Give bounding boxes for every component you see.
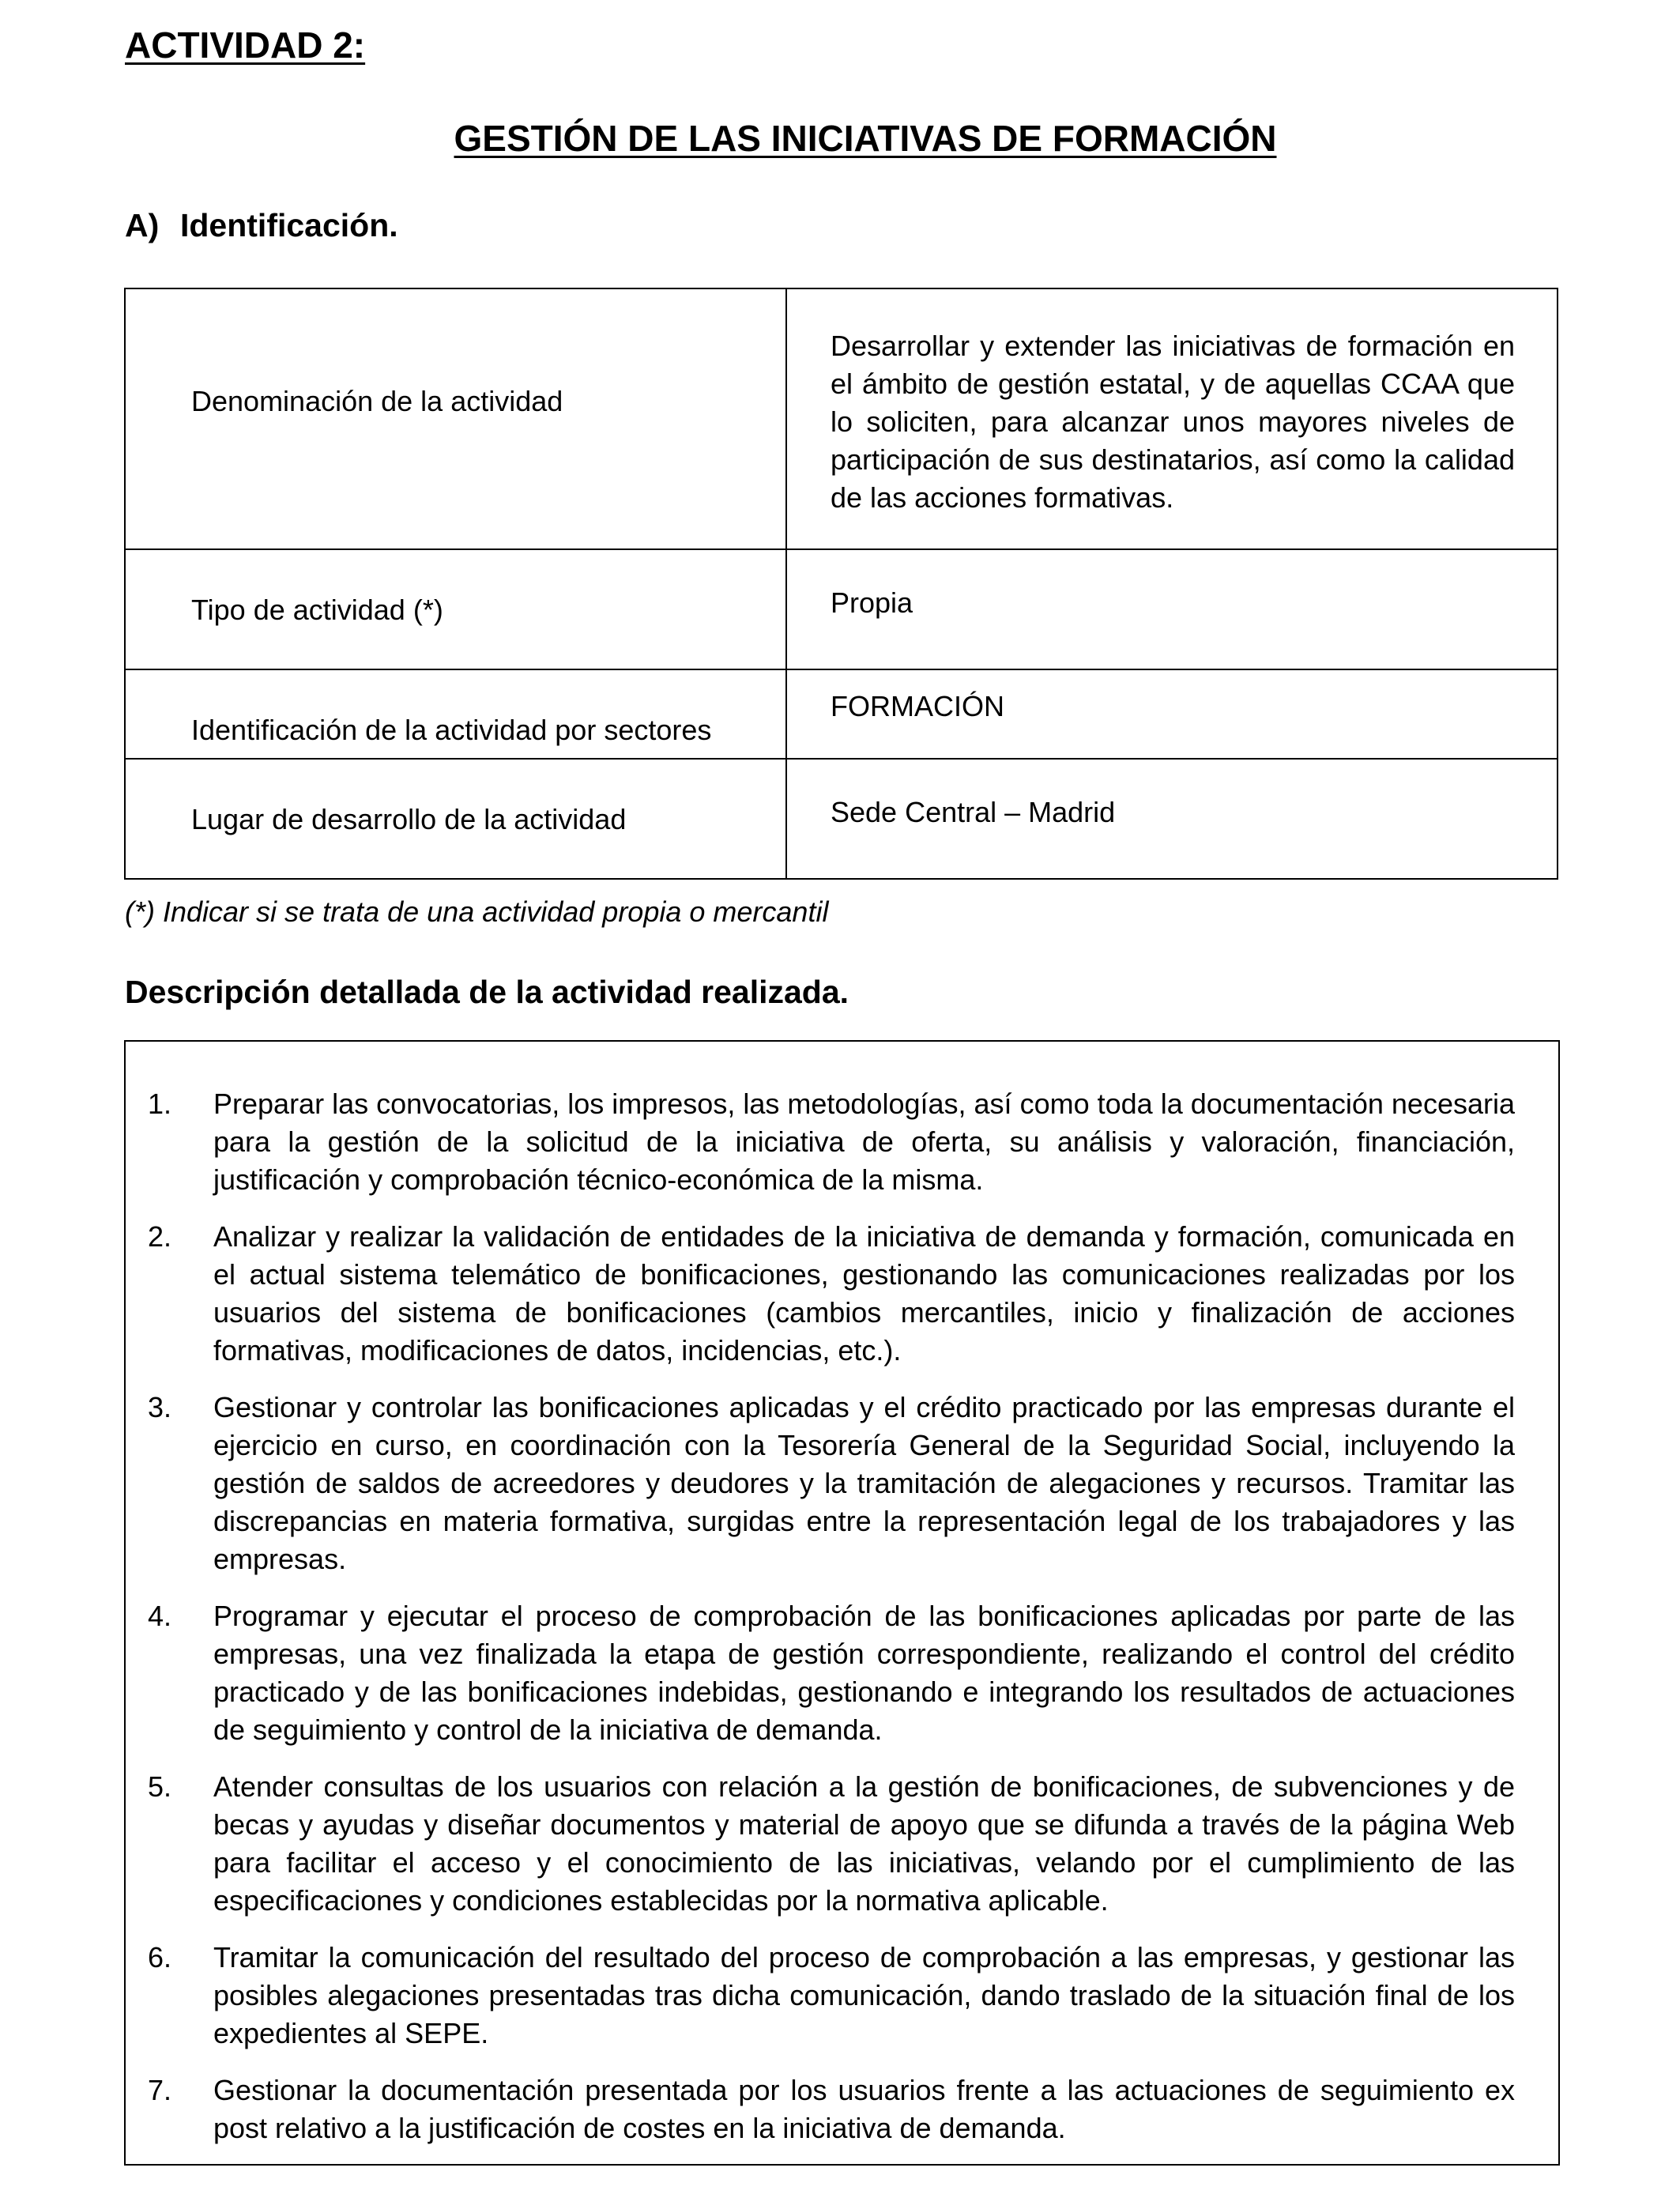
- row-value: Desarrollar y extender las iniciativas de formación en el ámbito de gestión estatal, y de aquellas CCAA que lo soliciten, para alcanzar unos mayores niveles de participación de sus destinatarios, así como la calidad de las acciones formativas.: [786, 288, 1558, 549]
- item-text: Gestionar y controlar las bonificaciones aplicadas y el crédito practicado por las empresas durante el ejercicio en curso, en coordinación con la Tesorería General de la Seguridad Social, incluyendo la gestión de saldos de acreedores y deudores y la tramitación de alegaciones y recursos. Tramitar las discrepancias en materia formativa, surgidas entre la representación legal de los trabajadores y las empresas.: [213, 1391, 1515, 1575]
- item-number: 7.: [148, 2074, 172, 2106]
- item-text: Tramitar la comunicación del resultado del proceso de comprobación a las empresas, y gestionar las posibles alegaciones presentadas tras dicha comunicación, dando traslado de la situación final de los expedientes al SEPE.: [213, 1941, 1515, 2049]
- list-item: [126, 1597, 1515, 1749]
- item-number: 5.: [148, 1770, 172, 1803]
- item-number: 1.: [148, 1088, 172, 1120]
- description-box: [124, 1040, 1560, 2166]
- description-heading: Descripción detallada de la actividad realizada.: [125, 974, 849, 1010]
- table-footnote: (*) Indicar si se trata de una actividad propia o mercantil: [125, 895, 829, 928]
- item-number: 4.: [148, 1600, 172, 1632]
- row-value: Propia: [786, 549, 1558, 669]
- section-title: Identificación.: [180, 207, 398, 243]
- row-label: Denominación de la actividad: [125, 288, 786, 549]
- item-number: 6.: [148, 1941, 172, 1973]
- list-item: [126, 1085, 1515, 1199]
- task-list: [126, 1085, 1558, 2166]
- activity-heading: ACTIVIDAD 2:: [125, 25, 366, 66]
- row-value: FORMACIÓN: [786, 669, 1558, 759]
- identification-heading: [125, 207, 398, 244]
- table-row: [125, 549, 1558, 669]
- table-row: [125, 669, 1558, 759]
- item-text: Atender consultas de los usuarios con relación a la gestión de bonificaciones, de subvenciones y de becas y ayudas y diseñar documentos y material de apoyo que se difunda a través de la página Web para facilitar el acceso y el conocimiento de las iniciativas, velando por el cumplimiento de las especificaciones y condiciones establecidas por la normativa aplicable.: [213, 1770, 1515, 1917]
- item-text: Gestionar la documentación presentada por los usuarios frente a las actuaciones de seguimiento ex post relativo a la justificación de costes en la iniciativa de demanda.: [213, 2074, 1515, 2144]
- list-item: [126, 1389, 1515, 1578]
- item-text: Preparar las convocatorias, los impresos, las metodologías, así como toda la documentación necesaria para la gestión de la solicitud de la iniciativa de oferta, su análisis y valoración, financiación, justificación y comprobación técnico-económica de la misma.: [213, 1088, 1515, 1196]
- list-item: [126, 1768, 1515, 1920]
- item-text: Programar y ejecutar el proceso de comprobación de las bonificaciones aplicadas por parte de las empresas, una vez finalizada la etapa de gestión correspondiente, realizando el control del crédito practicado y de las bonificaciones indebidas, gestionando e integrando los resultados de actuaciones de seguimiento y control de la iniciativa de demanda.: [213, 1600, 1515, 1746]
- list-item: [126, 1939, 1515, 2053]
- section-letter: A): [125, 207, 160, 243]
- item-number: 3.: [148, 1391, 172, 1423]
- item-text: Analizar y realizar la validación de entidades de la iniciativa de demanda y formación, comunicada en el actual sistema telemático de bonificaciones, gestionando las comunicaciones realizadas por los usuarios del sistema de bonificaciones (cambios mercantiles, inicio y finalización de acciones formativas, modificaciones de datos, incidencias, etc.).: [213, 1220, 1515, 1367]
- row-label: Tipo de actividad (*): [125, 549, 786, 669]
- item-number: 2.: [148, 1220, 172, 1253]
- list-item: [126, 2071, 1515, 2147]
- row-value: Sede Central – Madrid: [786, 759, 1558, 879]
- document-title: GESTIÓN DE LAS INICIATIVAS DE FORMACIÓN: [454, 118, 1277, 159]
- identification-table: [124, 288, 1558, 880]
- table-row: [125, 288, 1558, 549]
- row-label: Identificación de la actividad por sectores: [125, 669, 786, 759]
- list-item: [126, 1218, 1515, 1370]
- table-row: [125, 759, 1558, 879]
- row-label: Lugar de desarrollo de la actividad: [125, 759, 786, 879]
